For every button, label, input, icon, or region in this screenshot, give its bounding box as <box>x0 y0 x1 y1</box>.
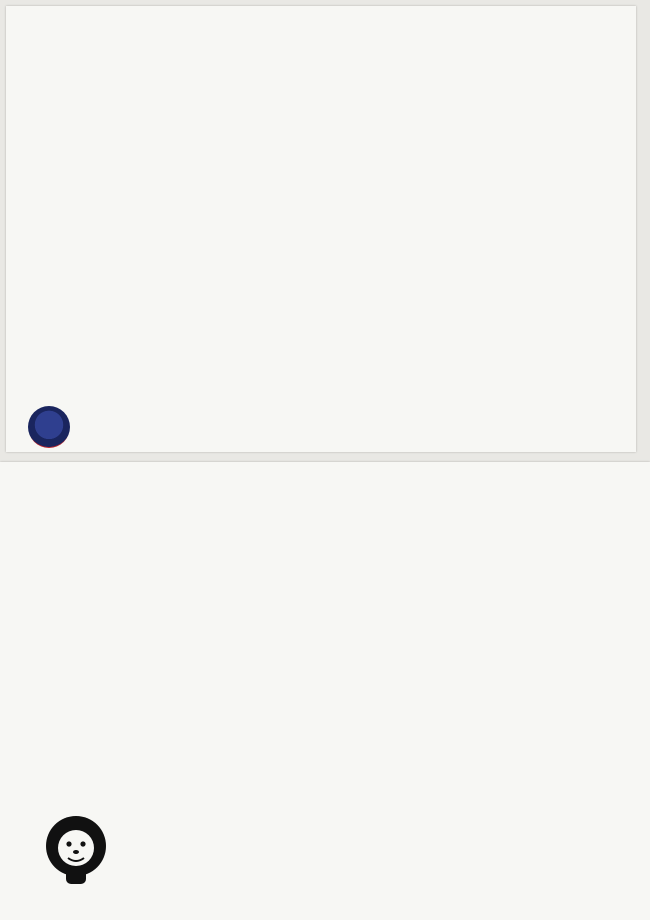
himarido-badge-logo <box>28 406 70 448</box>
brand-block <box>22 812 132 920</box>
lion-mascot-icon <box>36 812 116 892</box>
top-menu-sheet <box>6 6 636 452</box>
